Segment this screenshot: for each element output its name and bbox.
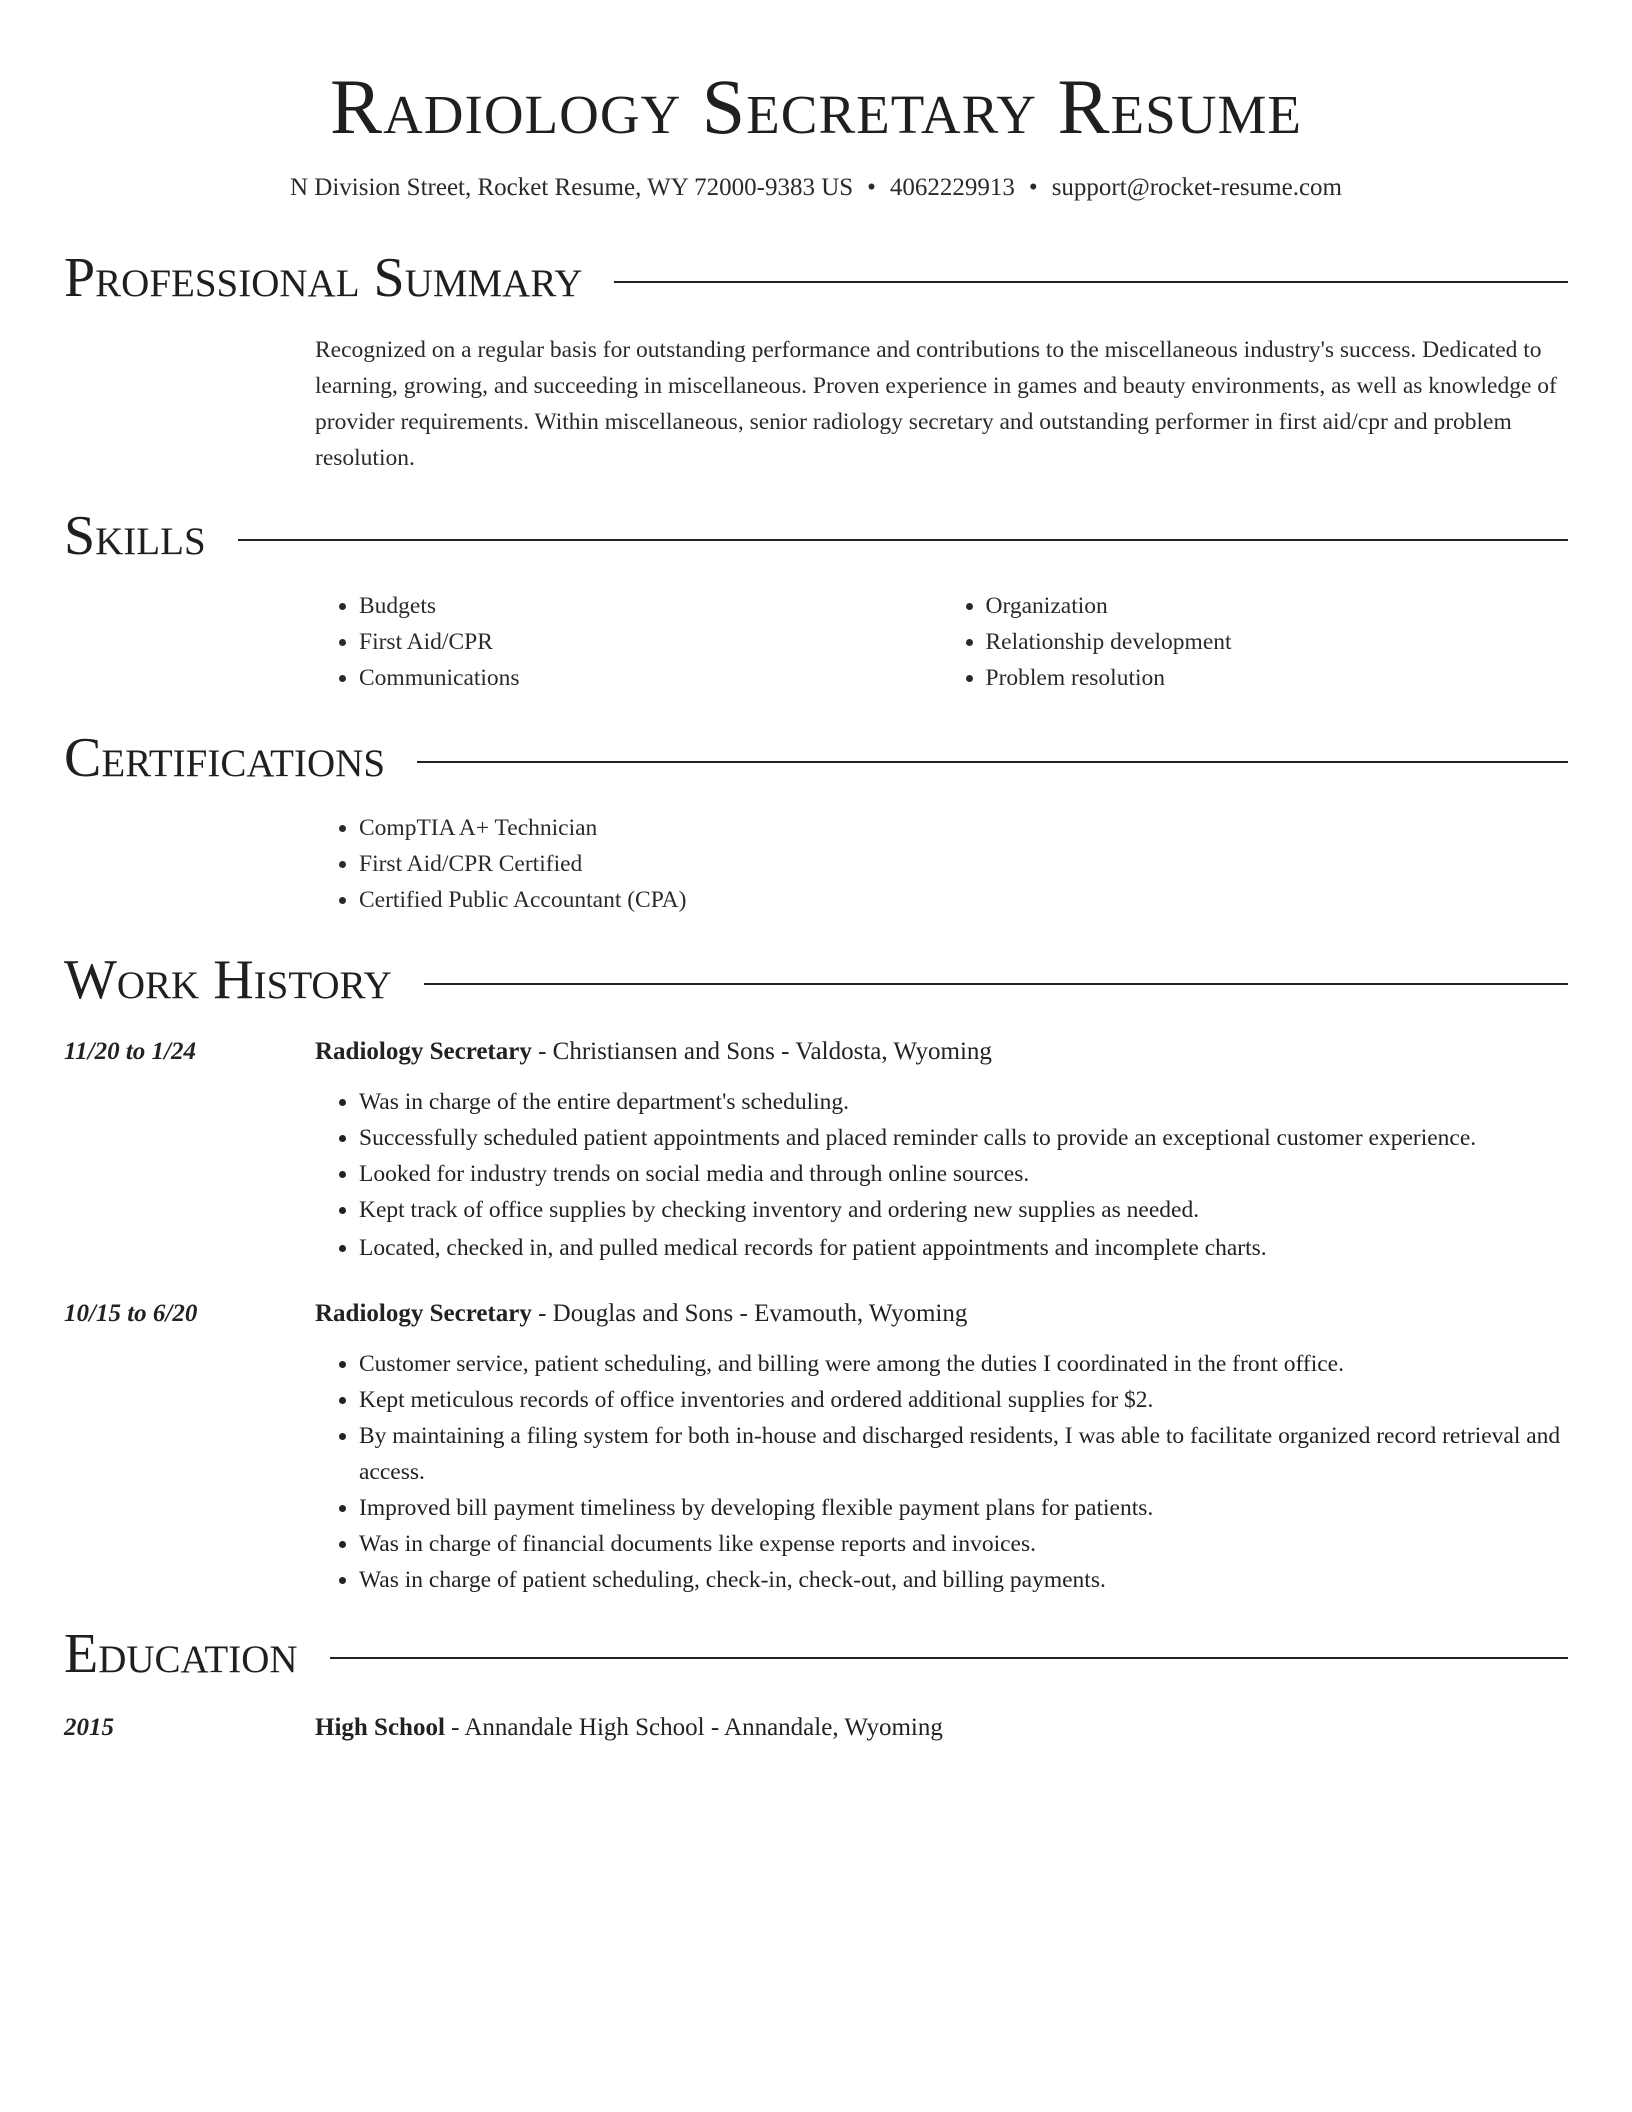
certification-item: • First Aid/CPR Certified (359, 846, 1568, 882)
skill-item: • Problem resolution (986, 660, 1569, 696)
section-divider (238, 539, 1568, 541)
summary-heading: Professional Summary (64, 247, 583, 309)
skill-item: • Organization (986, 588, 1569, 624)
work-bullet: • Customer service, patient scheduling, and billing were among the duties I coordinated in the front office. (359, 1346, 1568, 1382)
summary-section-header (64, 246, 1568, 310)
contact-separator: • (867, 174, 876, 201)
skills-heading: Skills (64, 505, 206, 567)
work-entry-role: Radiology Secretary (315, 1300, 532, 1327)
education-school: - Annandale High School - Annandale, Wyoming (444, 1714, 943, 1741)
resume-page (64, 0, 1568, 1746)
work-bullet: • Was in charge of the entire department's scheduling. (359, 1084, 1568, 1120)
skill-item: • Budgets (359, 588, 942, 624)
skill-item: • Relationship development (986, 624, 1569, 660)
work-bullet: • By maintaining a filing system for both in-house and discharged residents, I was able to facilitate organized record retrieval and access. (359, 1418, 1568, 1490)
summary-text: Recognized on a regular basis for outstanding performance and contributions to the miscellaneous industry's success. Dedicated to learning, growing, and succeeding in miscellaneous. Proven experience in games and beauty environments, as well as knowledge of provider requirements. Within miscellaneous, senior radiology secretary and outstanding performer in first aid/cpr and problem resolution. (315, 337, 1557, 471)
skills-column-left (315, 588, 942, 696)
work-bullet: • Successfully scheduled patient appointments and placed reminder calls to provide an exceptional customer experience. (359, 1120, 1568, 1156)
work-bullet: • Located, checked in, and pulled medical records for patient appointments and incomplete charts. (359, 1230, 1568, 1266)
certification-item: • CompTIA A+ Technician (359, 810, 1568, 846)
certification-item: • Certified Public Accountant (CPA) (359, 882, 1568, 918)
work-entry-title (315, 1296, 1568, 1332)
skills-list (315, 588, 1568, 696)
contact-separator: • (1028, 174, 1038, 201)
work-entry-employer: - Christiansen and Sons - Valdosta, Wyoming (531, 1038, 992, 1065)
resume-title: Radiology Secretary Resume (330, 63, 1302, 150)
contact-phone: 4062229913 (889, 174, 1015, 201)
work-history-heading: Work History (64, 949, 392, 1011)
education-entry (64, 1710, 1568, 1746)
certifications-list (315, 810, 1568, 918)
work-entry (64, 1296, 1568, 1598)
education-content (315, 1710, 1568, 1746)
work-bullet: • Looked for industry trends on social media and through online sources. (359, 1156, 1568, 1192)
contact-line (64, 172, 1568, 204)
education-date: 2015 (64, 1714, 114, 1741)
skill-item: • First Aid/CPR (359, 624, 942, 660)
skills-section-header (64, 504, 1568, 568)
education-degree: High School (315, 1714, 445, 1741)
section-divider (424, 983, 1568, 985)
contact-email: support@rocket-resume.com (1051, 174, 1342, 201)
section-divider (330, 1657, 1568, 1659)
work-entry-bullets (315, 1084, 1568, 1266)
certifications-heading: Certifications (64, 727, 386, 789)
work-entry-role: Radiology Secretary (315, 1038, 532, 1065)
section-divider (417, 761, 1568, 763)
work-bullet: • Kept track of office supplies by checking inventory and ordering new supplies as needed. (359, 1192, 1568, 1228)
work-bullet: • Was in charge of financial documents like expense reports and invoices. (359, 1526, 1568, 1562)
education-section-header (64, 1622, 1568, 1686)
work-entry-title (315, 1034, 1568, 1070)
education-heading: Education (64, 1623, 298, 1685)
work-bullet: • Kept meticulous records of office inventories and ordered additional supplies for $2. (359, 1382, 1568, 1418)
work-history-section-header (64, 948, 1568, 1012)
section-divider (614, 281, 1568, 283)
certifications-section-header (64, 726, 1568, 790)
work-bullet: • Was in charge of patient scheduling, check-in, check-out, and billing payments. (359, 1562, 1568, 1598)
work-entry-employer: - Douglas and Sons - Evamouth, Wyoming (531, 1300, 968, 1327)
skills-column-right (942, 588, 1569, 696)
work-entry-date: 11/20 to 1/24 (64, 1038, 196, 1065)
work-entry-date: 10/15 to 6/20 (64, 1300, 198, 1327)
work-entry-content (315, 1296, 1568, 1598)
work-entry-bullets (315, 1346, 1568, 1598)
work-entry (64, 1034, 1568, 1266)
contact-address: N Division Street, Rocket Resume, WY 72000-9383 US (290, 174, 854, 201)
work-entry-content (315, 1034, 1568, 1266)
work-bullet: • Improved bill payment timeliness by developing flexible payment plans for patients. (359, 1490, 1568, 1526)
skill-item: • Communications (359, 660, 942, 696)
